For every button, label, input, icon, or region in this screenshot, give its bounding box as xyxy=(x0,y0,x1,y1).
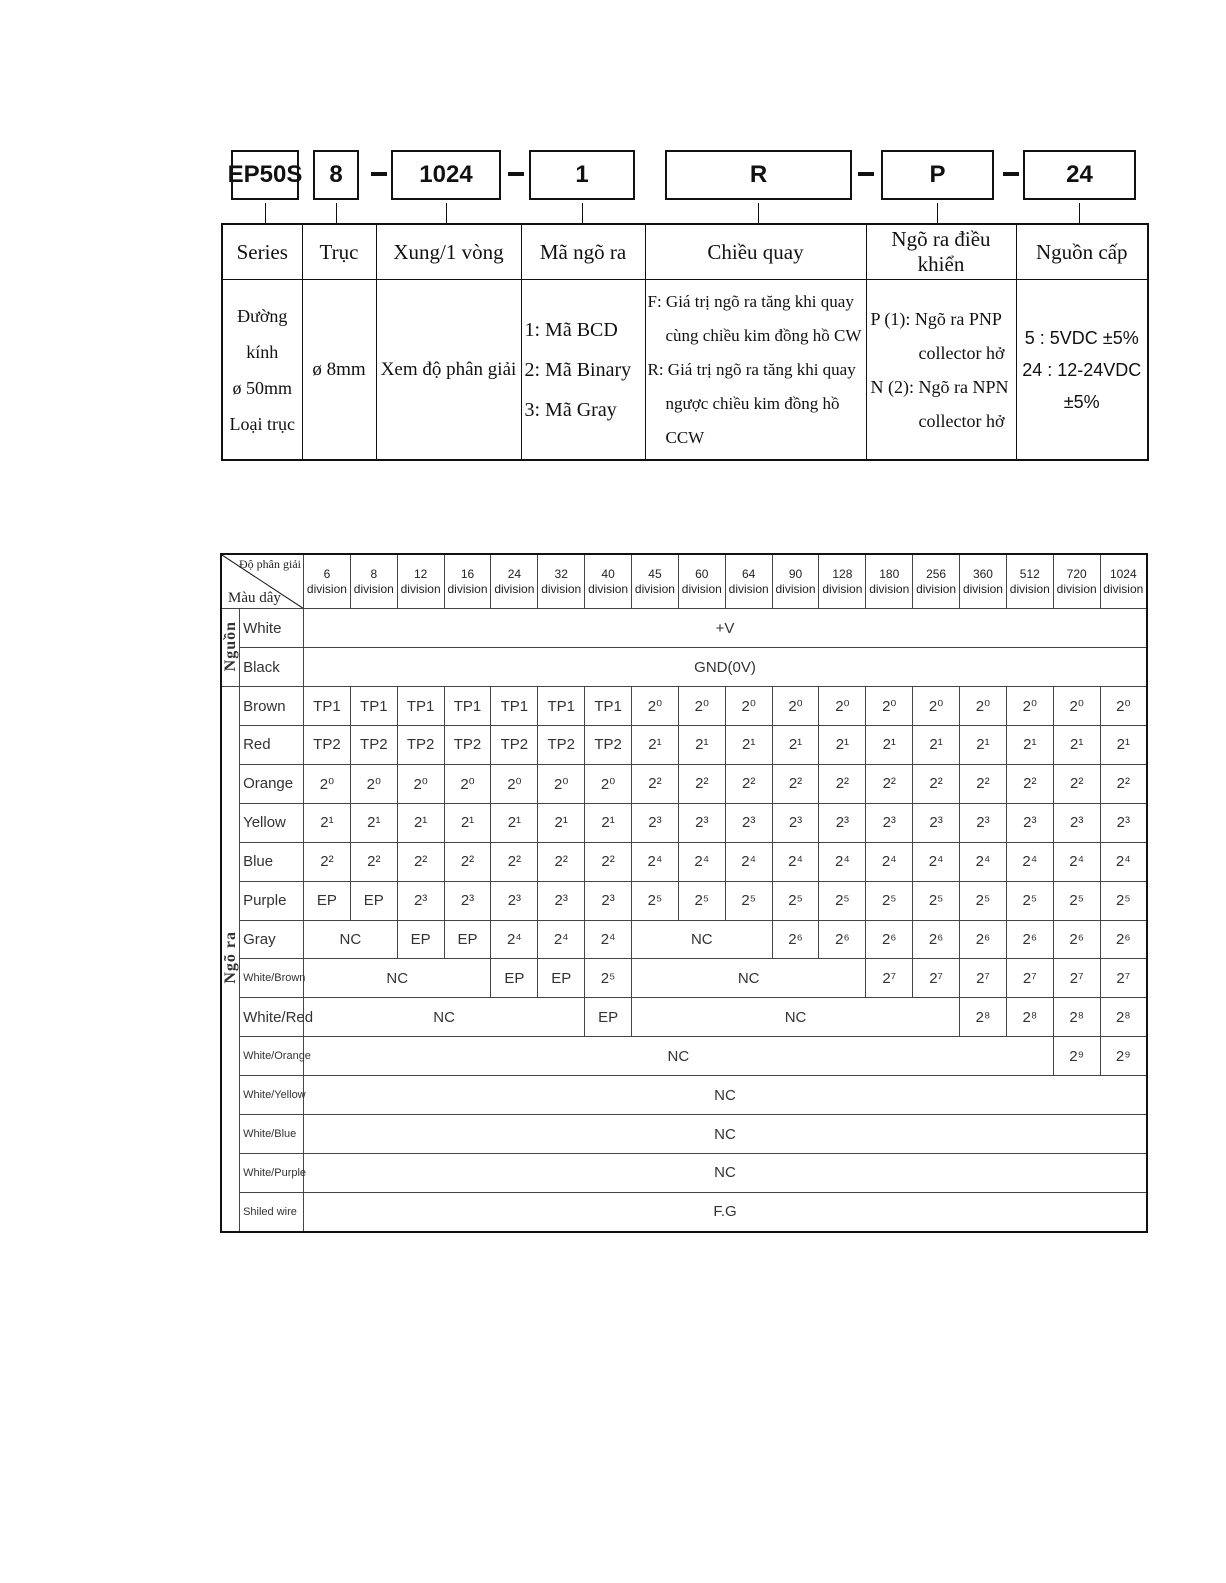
wire-name: White/Yellow xyxy=(240,1076,304,1115)
wire-value: 2⁵ xyxy=(1100,881,1147,920)
corner-resolution-label: Độ phân giải xyxy=(239,557,301,571)
resolution-header xyxy=(819,554,866,609)
series-line: Loại trục xyxy=(229,413,295,434)
resolution-value: 60 xyxy=(695,566,709,581)
code-dash xyxy=(1003,172,1019,176)
wire-value: 2³ xyxy=(960,803,1007,842)
wire-value: 2⁴ xyxy=(819,842,866,881)
division-label: division xyxy=(447,581,488,596)
wire-value: +V xyxy=(304,609,1148,648)
group-power xyxy=(221,609,240,687)
wire-value: EP xyxy=(304,881,351,920)
connector-line xyxy=(265,203,266,223)
series-line: ø 50mm xyxy=(232,377,292,398)
output-row xyxy=(221,959,1147,998)
wire-value: 2¹ xyxy=(1100,726,1147,765)
wire-value: NC xyxy=(304,959,491,998)
wire-value: 2⁷ xyxy=(866,959,913,998)
corner-cell xyxy=(221,554,304,609)
wire-value: 2⁷ xyxy=(1006,959,1053,998)
wire-value: TP1 xyxy=(444,687,491,726)
wire-value: 2⁵ xyxy=(1053,881,1100,920)
resolution-header xyxy=(913,554,960,609)
division-label: division xyxy=(869,581,910,596)
connector-line xyxy=(446,203,447,223)
connector-line xyxy=(1079,203,1080,223)
resolution-header xyxy=(725,554,772,609)
corner-wire-label: Màu dây xyxy=(228,590,281,607)
output-row xyxy=(221,1153,1147,1192)
connector-line xyxy=(937,203,938,223)
wire-value: 2¹ xyxy=(585,803,632,842)
output-row xyxy=(221,764,1147,803)
output-row xyxy=(221,1037,1147,1076)
wire-value: 2⁴ xyxy=(538,920,585,959)
wire-value: 2¹ xyxy=(819,726,866,765)
resolution-value: 1024 xyxy=(1109,566,1137,581)
division-label: division xyxy=(588,581,629,596)
wire-value: 2² xyxy=(913,764,960,803)
wire-value: 2¹ xyxy=(1006,726,1053,765)
spec-header: Chiều quay xyxy=(645,224,866,280)
wire-value: TP2 xyxy=(397,726,444,765)
wire-value: 2⁰ xyxy=(397,764,444,803)
wire-value: 2¹ xyxy=(960,726,1007,765)
resolution-value: 8 xyxy=(370,566,378,581)
wire-value: 2⁴ xyxy=(866,842,913,881)
wire-value: 2² xyxy=(444,842,491,881)
wire-value: 2⁰ xyxy=(772,687,819,726)
wire-value: 2² xyxy=(772,764,819,803)
resolution-value: 360 xyxy=(972,566,993,581)
division-label: division xyxy=(728,581,769,596)
connector-line xyxy=(336,203,337,223)
division-label: division xyxy=(541,581,582,596)
wire-value: 2⁰ xyxy=(960,687,1007,726)
wire-value: 2⁰ xyxy=(1053,687,1100,726)
wire-value: 2⁴ xyxy=(491,920,538,959)
wire-name: Yellow xyxy=(240,803,304,842)
wire-value: 2⁰ xyxy=(444,764,491,803)
connector-line xyxy=(758,203,759,223)
resolution-header xyxy=(632,554,679,609)
output-row xyxy=(221,1192,1147,1232)
resolution-header xyxy=(866,554,913,609)
wire-value: 2¹ xyxy=(538,803,585,842)
spec-header: Ngõ ra điều khiển xyxy=(866,224,1016,280)
wire-value: 2⁴ xyxy=(913,842,960,881)
power-line: 5 : 5VDC ±5% xyxy=(1024,327,1139,348)
resolution-value: 64 xyxy=(741,566,756,581)
wire-name: Orange xyxy=(240,764,304,803)
spec-table xyxy=(221,223,1149,461)
wire-value: 2⁰ xyxy=(491,764,538,803)
output-row xyxy=(221,842,1147,881)
wire-value: 2³ xyxy=(725,803,772,842)
wire-value: TP2 xyxy=(538,726,585,765)
output-row xyxy=(221,1115,1147,1154)
wire-value: 2³ xyxy=(678,803,725,842)
wire-value: 2⁰ xyxy=(585,764,632,803)
wire-value: 2⁴ xyxy=(585,920,632,959)
wire-value: 2³ xyxy=(585,881,632,920)
wire-value: 2⁴ xyxy=(1100,842,1147,881)
group-power-label: Nguồn xyxy=(222,620,239,671)
resolution-header xyxy=(960,554,1007,609)
wire-value: TP2 xyxy=(491,726,538,765)
wire-value: 2⁹ xyxy=(1053,1037,1100,1076)
wire-name: Shiled wire xyxy=(240,1192,304,1232)
wire-value: NC xyxy=(304,1115,1148,1154)
wire-value: 2³ xyxy=(1053,803,1100,842)
wire-value: 2¹ xyxy=(444,803,491,842)
wire-value: 2² xyxy=(725,764,772,803)
wire-value: 2⁷ xyxy=(913,959,960,998)
wire-value: 2⁴ xyxy=(1006,842,1053,881)
wire-name: Black xyxy=(240,648,304,687)
pulse-desc: Xem độ phân giải xyxy=(376,280,521,461)
wire-value: 2² xyxy=(585,842,632,881)
division-label: division xyxy=(916,581,957,596)
shaft-desc: ø 8mm xyxy=(302,280,376,461)
resolution-value: 512 xyxy=(1019,566,1040,581)
resolution-value: 6 xyxy=(323,566,331,581)
wire-value: 2³ xyxy=(632,803,679,842)
wire-value: NC xyxy=(304,1153,1148,1192)
wire-value: TP2 xyxy=(350,726,397,765)
spec-header: Series xyxy=(222,224,302,280)
power-line: ±5% xyxy=(1063,391,1100,412)
wire-value: 2¹ xyxy=(304,803,351,842)
wire-value: 2² xyxy=(1053,764,1100,803)
spec-header: Xung/1 vòng xyxy=(376,224,521,280)
resolution-value: 256 xyxy=(926,566,947,581)
resolution-value: 40 xyxy=(601,566,615,581)
wire-value: 2⁰ xyxy=(1006,687,1053,726)
resolution-value: 45 xyxy=(648,566,662,581)
wire-value: 2² xyxy=(866,764,913,803)
wire-value: 2⁴ xyxy=(725,842,772,881)
output-row xyxy=(221,803,1147,842)
spec-header: Mã ngõ ra xyxy=(521,224,645,280)
wire-value: 2⁶ xyxy=(1100,920,1147,959)
wire-value: 2⁴ xyxy=(1053,842,1100,881)
wire-value: 2² xyxy=(538,842,585,881)
division-label: division xyxy=(400,581,441,596)
resolution-value: 12 xyxy=(413,566,428,581)
control-desc xyxy=(866,280,1016,461)
series-line: Đường kính xyxy=(237,305,288,362)
resolution-value: 90 xyxy=(788,566,803,581)
wire-value: 2² xyxy=(1100,764,1147,803)
output-code-line: 3: Mã Gray xyxy=(524,398,617,421)
wire-name: Purple xyxy=(240,881,304,920)
wire-value: 2¹ xyxy=(1053,726,1100,765)
code-dash xyxy=(371,172,387,176)
code-rotation: R xyxy=(665,150,852,200)
wire-value: 2¹ xyxy=(725,726,772,765)
spec-header: Nguồn cấp xyxy=(1016,224,1148,280)
resolution-value: 32 xyxy=(554,566,568,581)
code-shaft: 8 xyxy=(313,150,359,200)
wire-value: 2² xyxy=(397,842,444,881)
output-code-line: 2: Mã Binary xyxy=(524,358,632,381)
wire-name: White xyxy=(240,609,304,648)
wire-value: 2¹ xyxy=(632,726,679,765)
wire-name: White/Brown xyxy=(240,959,304,998)
wire-value: 2⁵ xyxy=(913,881,960,920)
division-label: division xyxy=(494,581,535,596)
wire-value: NC xyxy=(632,998,960,1037)
wire-value: EP xyxy=(585,998,632,1037)
wire-value: TP1 xyxy=(350,687,397,726)
wire-name: White/Orange xyxy=(240,1037,304,1076)
resolution-header-row xyxy=(221,554,1147,609)
wire-table xyxy=(220,553,1148,1233)
wire-value: GND(0V) xyxy=(304,648,1148,687)
division-label: division xyxy=(1103,581,1144,596)
code-power: 24 xyxy=(1023,150,1136,200)
wire-value: 2⁰ xyxy=(725,687,772,726)
wire-value: TP1 xyxy=(304,687,351,726)
rotation-line: R: Giá trị ngõ ra tăng khi quay xyxy=(647,359,856,379)
wire-value: 2⁹ xyxy=(1100,1037,1147,1076)
division-label: division xyxy=(1009,581,1050,596)
wire-value: NC xyxy=(304,998,585,1037)
division-label: division xyxy=(775,581,816,596)
rotation-line: F: Giá trị ngõ ra tăng khi quay xyxy=(647,291,854,311)
wire-name: Brown xyxy=(240,687,304,726)
wire-value: 2³ xyxy=(397,881,444,920)
output-row xyxy=(221,1076,1147,1115)
rotation-desc xyxy=(645,280,866,461)
control-line: P (1): Ngõ ra PNP xyxy=(870,308,1002,329)
rotation-line: ngược chiều kim đồng hồ CCW xyxy=(665,393,840,447)
wire-value: 2³ xyxy=(1006,803,1053,842)
wire-value: 2⁷ xyxy=(960,959,1007,998)
division-label: division xyxy=(681,581,722,596)
wire-value: 2⁵ xyxy=(819,881,866,920)
output-code-desc xyxy=(521,280,645,461)
resolution-header xyxy=(397,554,444,609)
division-label: division xyxy=(1056,581,1097,596)
power-line: 24 : 12-24VDC xyxy=(1022,359,1142,380)
wire-value: 2² xyxy=(678,764,725,803)
code-series: EP50S xyxy=(231,150,299,200)
wire-value: 2¹ xyxy=(772,726,819,765)
resolution-header xyxy=(1006,554,1053,609)
wire-name: Red xyxy=(240,726,304,765)
output-code-line: 1: Mã BCD xyxy=(524,318,618,341)
control-line: collector hở xyxy=(918,410,1005,431)
wire-value: 2⁰ xyxy=(913,687,960,726)
code-control: P xyxy=(881,150,994,200)
division-label: division xyxy=(962,581,1003,596)
output-row xyxy=(221,998,1147,1037)
power-desc xyxy=(1016,280,1148,461)
wire-value: 2⁵ xyxy=(678,881,725,920)
wire-value: 2⁵ xyxy=(772,881,819,920)
wire-value: 2² xyxy=(819,764,866,803)
wire-value: 2³ xyxy=(1100,803,1147,842)
wire-value: 2³ xyxy=(913,803,960,842)
resolution-header xyxy=(538,554,585,609)
wire-value: 2² xyxy=(491,842,538,881)
resolution-header xyxy=(350,554,397,609)
wire-value: 2⁵ xyxy=(632,881,679,920)
wire-value: EP xyxy=(397,920,444,959)
wire-value: TP1 xyxy=(538,687,585,726)
wire-value: 2⁷ xyxy=(1053,959,1100,998)
resolution-header xyxy=(772,554,819,609)
wire-name: White/Purple xyxy=(240,1153,304,1192)
wire-value: 2¹ xyxy=(491,803,538,842)
wire-value: 2³ xyxy=(491,881,538,920)
wire-name: White/Blue xyxy=(240,1115,304,1154)
wire-value: 2⁷ xyxy=(1100,959,1147,998)
wire-value: 2⁸ xyxy=(1100,998,1147,1037)
series-desc xyxy=(222,280,302,461)
resolution-value: 180 xyxy=(879,566,900,581)
output-row xyxy=(221,687,1147,726)
wire-value: 2⁵ xyxy=(866,881,913,920)
rotation-line: cùng chiều kim đồng hồ CW xyxy=(665,325,862,345)
wire-value: 2² xyxy=(304,842,351,881)
wire-value: 2¹ xyxy=(913,726,960,765)
wire-value: 2⁵ xyxy=(725,881,772,920)
wire-value: 2⁸ xyxy=(1053,998,1100,1037)
wire-value: NC xyxy=(632,920,773,959)
control-line: N (2): Ngõ ra NPN xyxy=(870,376,1009,397)
wire-value: 2⁴ xyxy=(960,842,1007,881)
wire-value: 2³ xyxy=(819,803,866,842)
division-label: division xyxy=(306,581,347,596)
connector-line xyxy=(582,203,583,223)
wire-value: 2⁰ xyxy=(632,687,679,726)
wire-value: 2⁴ xyxy=(678,842,725,881)
group-output xyxy=(221,687,240,1232)
wire-value: 2⁴ xyxy=(632,842,679,881)
wire-value: TP2 xyxy=(444,726,491,765)
wire-value: 2³ xyxy=(444,881,491,920)
wire-value: TP2 xyxy=(304,726,351,765)
wire-value: 2⁸ xyxy=(960,998,1007,1037)
wire-value: 2¹ xyxy=(397,803,444,842)
control-line: collector hở xyxy=(918,342,1005,363)
wire-value: 2⁰ xyxy=(538,764,585,803)
wire-value: 2¹ xyxy=(866,726,913,765)
wire-value: 2⁰ xyxy=(819,687,866,726)
wire-value: 2² xyxy=(632,764,679,803)
wire-value: TP1 xyxy=(397,687,444,726)
resolution-header xyxy=(491,554,538,609)
wire-value: 2⁵ xyxy=(1006,881,1053,920)
wire-value: 2⁰ xyxy=(1100,687,1147,726)
spec-header: Trục xyxy=(302,224,376,280)
wire-value: NC xyxy=(304,920,398,959)
code-pulse: 1024 xyxy=(391,150,501,200)
wire-value: EP xyxy=(350,881,397,920)
wire-value: 2¹ xyxy=(350,803,397,842)
resolution-header xyxy=(304,554,351,609)
division-label: division xyxy=(353,581,394,596)
resolution-value: 128 xyxy=(832,566,853,581)
wire-value: EP xyxy=(538,959,585,998)
code-output: 1 xyxy=(529,150,635,200)
wire-value: 2⁶ xyxy=(866,920,913,959)
code-dash xyxy=(858,172,874,176)
wire-value: NC xyxy=(632,959,866,998)
wire-value: NC xyxy=(304,1037,1054,1076)
output-row xyxy=(221,920,1147,959)
output-row xyxy=(221,881,1147,920)
wire-value: TP1 xyxy=(585,687,632,726)
wire-value: 2³ xyxy=(866,803,913,842)
wire-name: White/Red xyxy=(240,998,304,1037)
wire-value: 2⁰ xyxy=(678,687,725,726)
wire-value: F.G xyxy=(304,1192,1148,1232)
resolution-header xyxy=(1100,554,1147,609)
wire-value: 2¹ xyxy=(678,726,725,765)
resolution-value: 24 xyxy=(507,566,522,581)
wire-value: TP2 xyxy=(585,726,632,765)
wire-value: NC xyxy=(304,1076,1148,1115)
resolution-value: 16 xyxy=(460,566,475,581)
output-row xyxy=(221,726,1147,765)
wire-value: 2⁰ xyxy=(350,764,397,803)
wire-value: 2² xyxy=(960,764,1007,803)
wire-value: 2⁰ xyxy=(304,764,351,803)
wire-value: 2⁵ xyxy=(585,959,632,998)
wire-value: 2⁶ xyxy=(1006,920,1053,959)
wire-value: 2³ xyxy=(538,881,585,920)
power-row xyxy=(221,648,1147,687)
group-output-label: Ngõ ra xyxy=(222,930,239,984)
spec-body-row xyxy=(222,280,1148,461)
code-dash xyxy=(508,172,524,176)
power-row xyxy=(221,609,1147,648)
resolution-header xyxy=(1053,554,1100,609)
wire-value: EP xyxy=(491,959,538,998)
wire-value: 2³ xyxy=(772,803,819,842)
wire-value: 2² xyxy=(1006,764,1053,803)
division-label: division xyxy=(634,581,675,596)
resolution-header xyxy=(585,554,632,609)
wire-value: 2⁶ xyxy=(1053,920,1100,959)
spec-header-row xyxy=(222,224,1148,280)
wire-value: 2⁶ xyxy=(772,920,819,959)
wire-name: Blue xyxy=(240,842,304,881)
division-label: division xyxy=(822,581,863,596)
wire-value: 2⁶ xyxy=(960,920,1007,959)
wire-value: 2⁴ xyxy=(772,842,819,881)
wire-value: TP1 xyxy=(491,687,538,726)
resolution-header xyxy=(444,554,491,609)
wire-value: 2⁶ xyxy=(819,920,866,959)
resolution-header xyxy=(678,554,725,609)
wire-name: Gray xyxy=(240,920,304,959)
wire-value: 2² xyxy=(350,842,397,881)
wire-value: 2⁰ xyxy=(866,687,913,726)
wire-value: 2⁸ xyxy=(1006,998,1053,1037)
wire-value: 2⁵ xyxy=(960,881,1007,920)
resolution-value: 720 xyxy=(1066,566,1087,581)
wire-value: EP xyxy=(444,920,491,959)
wire-value: 2⁶ xyxy=(913,920,960,959)
